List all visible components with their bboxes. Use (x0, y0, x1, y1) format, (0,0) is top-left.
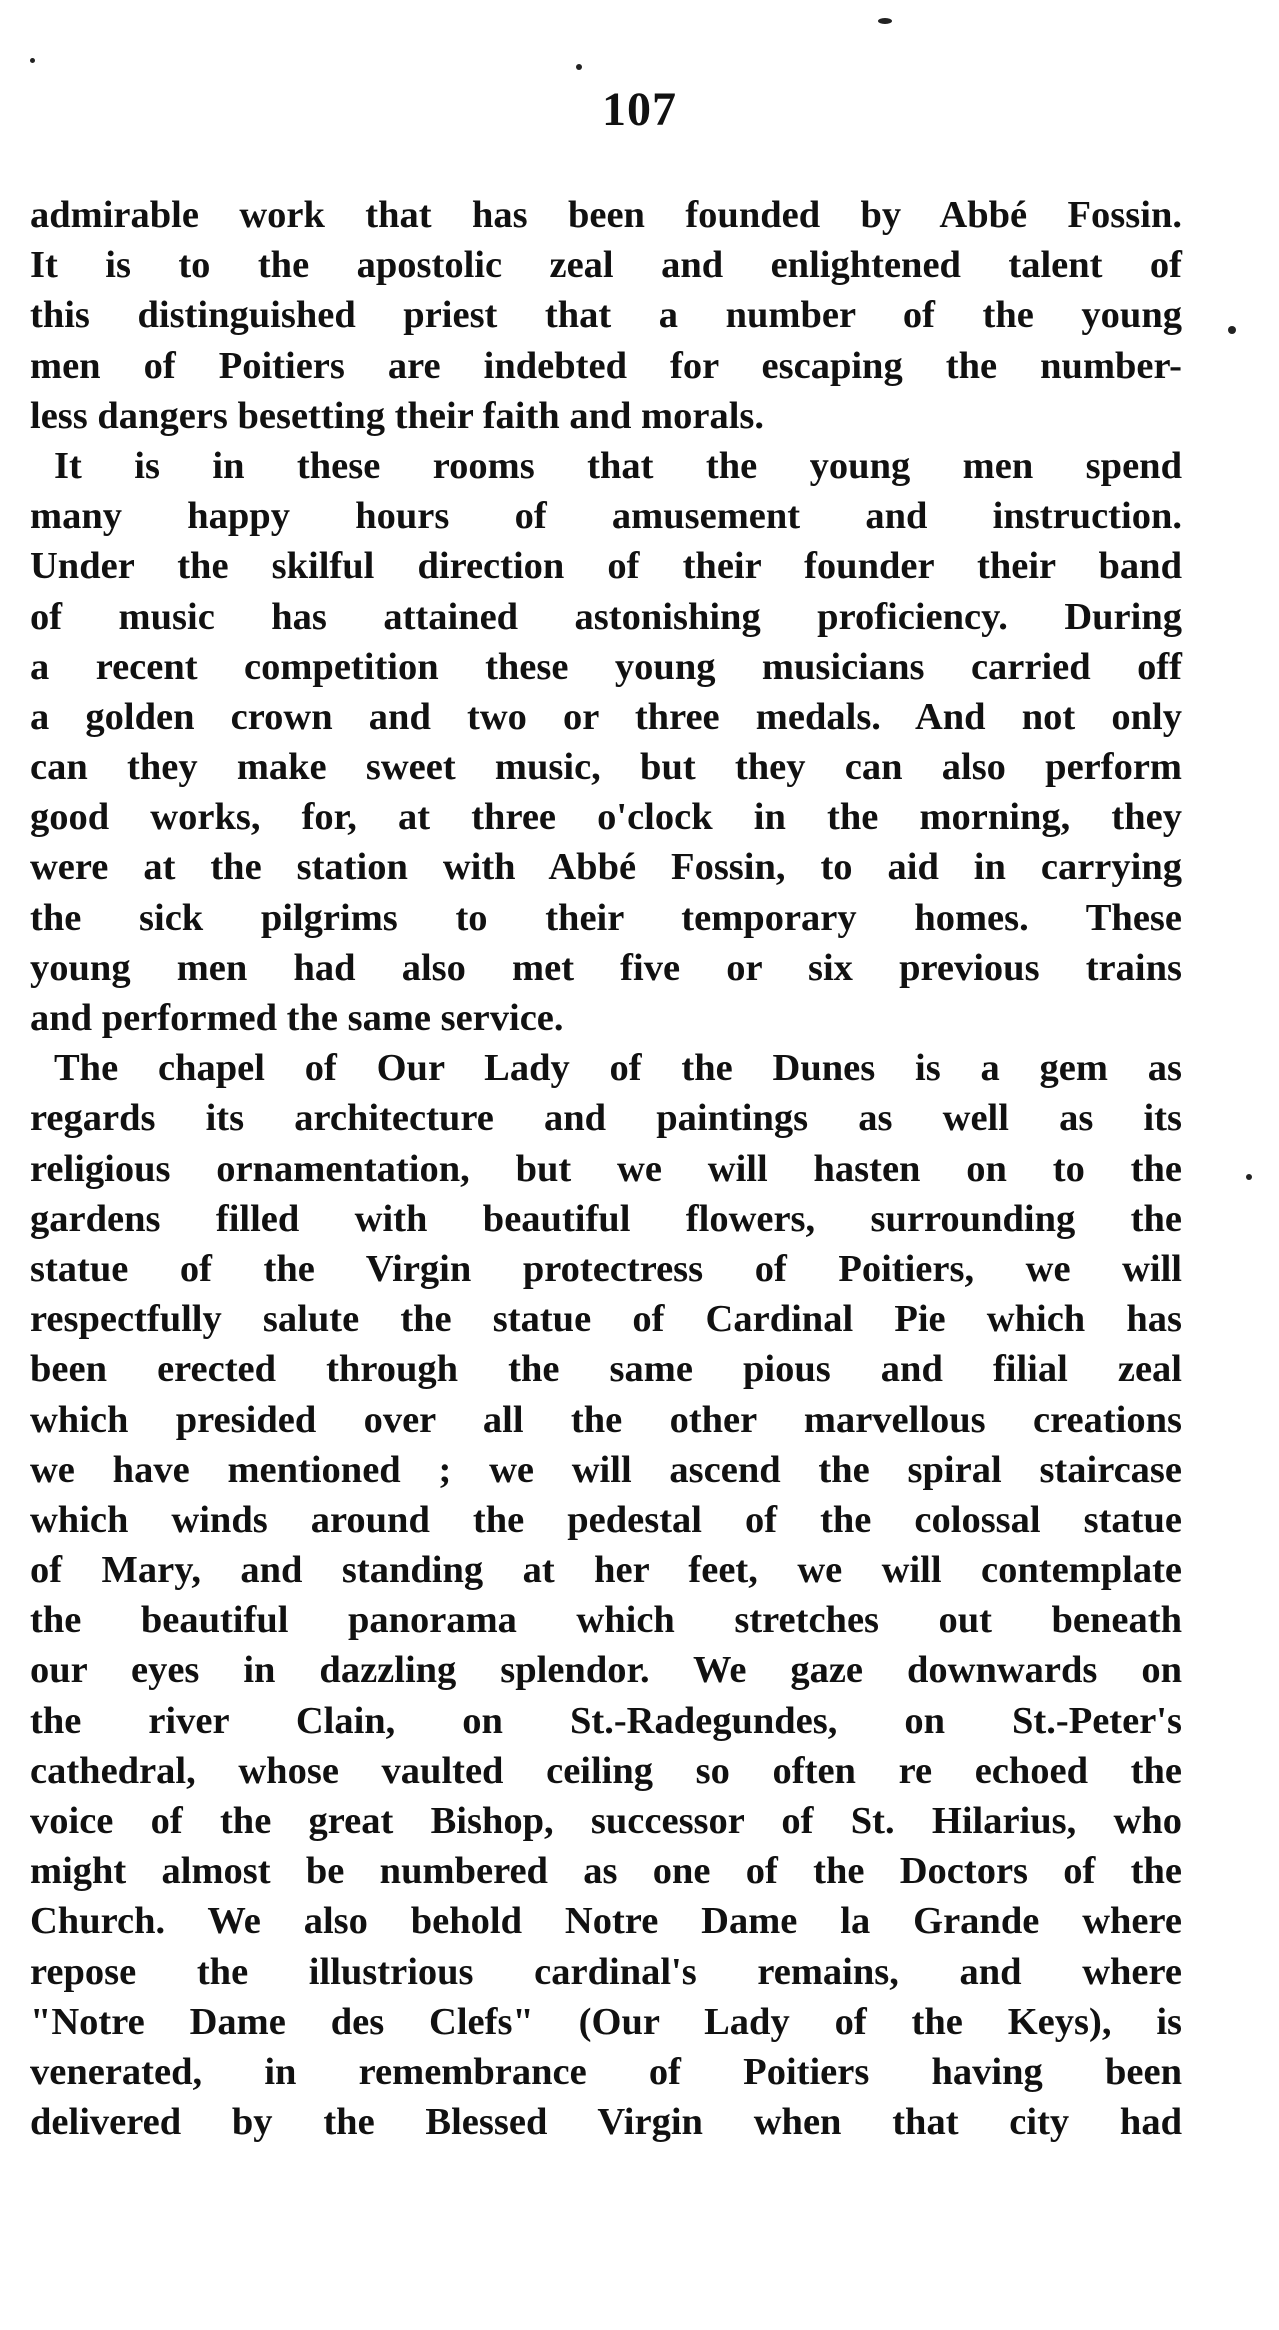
text-line: a recent competition these young musicians carried off (30, 645, 1182, 688)
text-line: which winds around the pedestal of the colossal statue (30, 1498, 1182, 1541)
text-line: young men had also met five or six previous trains (30, 946, 1182, 989)
text-line: It is in these rooms that the young men spend (54, 444, 1182, 487)
ink-speck (878, 18, 892, 24)
ink-speck (1246, 1174, 1252, 1180)
text-line: can they make sweet music, but they can also perform (30, 746, 1182, 789)
text-line: which presided over all the other marvellous creations (30, 1398, 1182, 1441)
text-line: Church. We also behold Notre Dame la Grande where (30, 1900, 1182, 1943)
text-line: been erected through the same pious and filial zeal (30, 1348, 1182, 1391)
text-line: were at the station with Abbé Fossin, to aid in carrying (30, 846, 1182, 889)
text-line: "Notre Dame des Clefs" (Our Lady of the Keys), is (30, 2000, 1182, 2043)
ink-speck (1228, 326, 1236, 334)
text-line: religious ornamentation, but we will hasten on to the (30, 1147, 1182, 1190)
text-line: of music has attained astonishing proficiency. During (30, 595, 1182, 638)
text-line: many happy hours of amusement and instruction. (30, 495, 1182, 538)
text-line: cathedral, whose vaulted ceiling so often re echoed the (30, 1749, 1182, 1792)
text-line: repose the illustrious cardinal's remains, and where (30, 1950, 1182, 1993)
text-line: men of Poitiers are indebted for escaping the number- (30, 344, 1182, 387)
text-line: the sick pilgrims to their temporary homes. These (30, 896, 1182, 939)
text-line: statue of the Virgin protectress of Poitiers, we will (30, 1247, 1182, 1290)
text-line: we have mentioned ; we will ascend the spiral staircase (30, 1448, 1182, 1491)
text-line: good works, for, at three o'clock in the morning, they (30, 796, 1182, 839)
text-line: The chapel of Our Lady of the Dunes is a gem as (54, 1047, 1182, 1090)
text-line: venerated, in remembrance of Poitiers having been (30, 2050, 1182, 2093)
ink-speck (30, 58, 35, 63)
text-line: Under the skilful direction of their founder their band (30, 545, 1182, 588)
text-line: less dangers besetting their faith and morals. (30, 394, 765, 437)
text-line: the beautiful panorama which stretches out beneath (30, 1599, 1182, 1642)
text-line: regards its architecture and paintings as well as its (30, 1097, 1182, 1140)
text-line: of Mary, and standing at her feet, we will contemplate (30, 1549, 1182, 1592)
text-line: this distinguished priest that a number of the young (30, 294, 1182, 337)
ink-speck (576, 64, 582, 70)
text-line: It is to the apostolic zeal and enlightened talent of (30, 244, 1182, 287)
text-line: gardens filled with beautiful flowers, surrounding the (30, 1197, 1182, 1240)
text-line: might almost be numbered as one of the Doctors of the (30, 1850, 1182, 1893)
text-line: admirable work that has been founded by Abbé Fossin. (30, 194, 1182, 236)
text-line: and performed the same service. (30, 997, 564, 1039)
page-number: 107 (602, 83, 677, 136)
text-line: respectfully salute the statue of Cardinal Pie which has (30, 1298, 1182, 1341)
text-line: delivered by the Blessed Virgin when that city had (30, 2101, 1182, 2144)
text-line: the river Clain, on St.-Radegundes, on St.-Peter's (30, 1699, 1182, 1742)
text-line: our eyes in dazzling splendor. We gaze downwards on (30, 1649, 1182, 1692)
text-line: a golden crown and two or three medals. And not only (30, 695, 1182, 738)
text-line: voice of the great Bishop, successor of St. Hilarius, who (30, 1800, 1182, 1842)
body-text (30, 190, 1182, 2147)
